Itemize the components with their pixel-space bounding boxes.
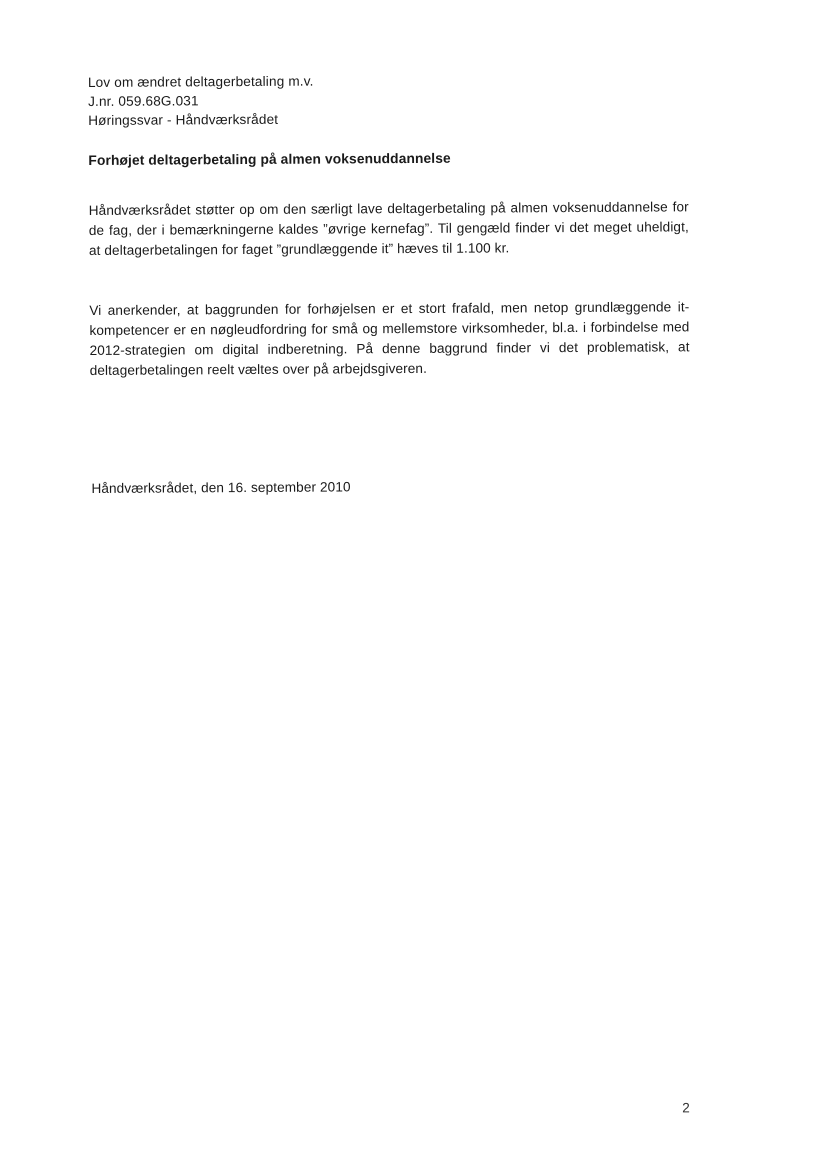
body-paragraph-1: Håndværksrådet støtter op om den særligt lave deltagerbetaling på almen voksenuddannelse for de fag, der i bemærkningerne kaldes ”øvrige kernefag”. Til gengæld finder vi det meget uheldigt, at deltagerbetalingen for faget ”grundlæggende it” hæves til 1.100 kr. [88, 199, 689, 258]
body-paragraph-2: Vi anerkender, at baggrunden for forhøjelsen er et stort frafald, men netop grundlæggende it-kompetencer er en nøgleudfordring for små og mellemstore virksomheder, bl.a. i forbindelse med 2012-strategien om digital indberetning. På denne baggrund finder vi det problematisk, at deltagerbetalingen reelt væltes over på arbejdsgiveren. [89, 299, 690, 378]
section-heading: Forhøjet deltagerbetaling på almen voksenuddannelse [88, 150, 451, 168]
signoff-line: Håndværksrådet, den 16. september 2010 [91, 479, 351, 496]
document-header [88, 72, 314, 130]
case-number-line: J.nr. 059.68G.031 [88, 93, 199, 109]
consultation-line: Høringssvar - Håndværksrådet [88, 111, 279, 128]
page-number: 2 [682, 1100, 690, 1116]
law-title-line: Lov om ændret deltagerbetaling m.v. [87, 73, 314, 90]
